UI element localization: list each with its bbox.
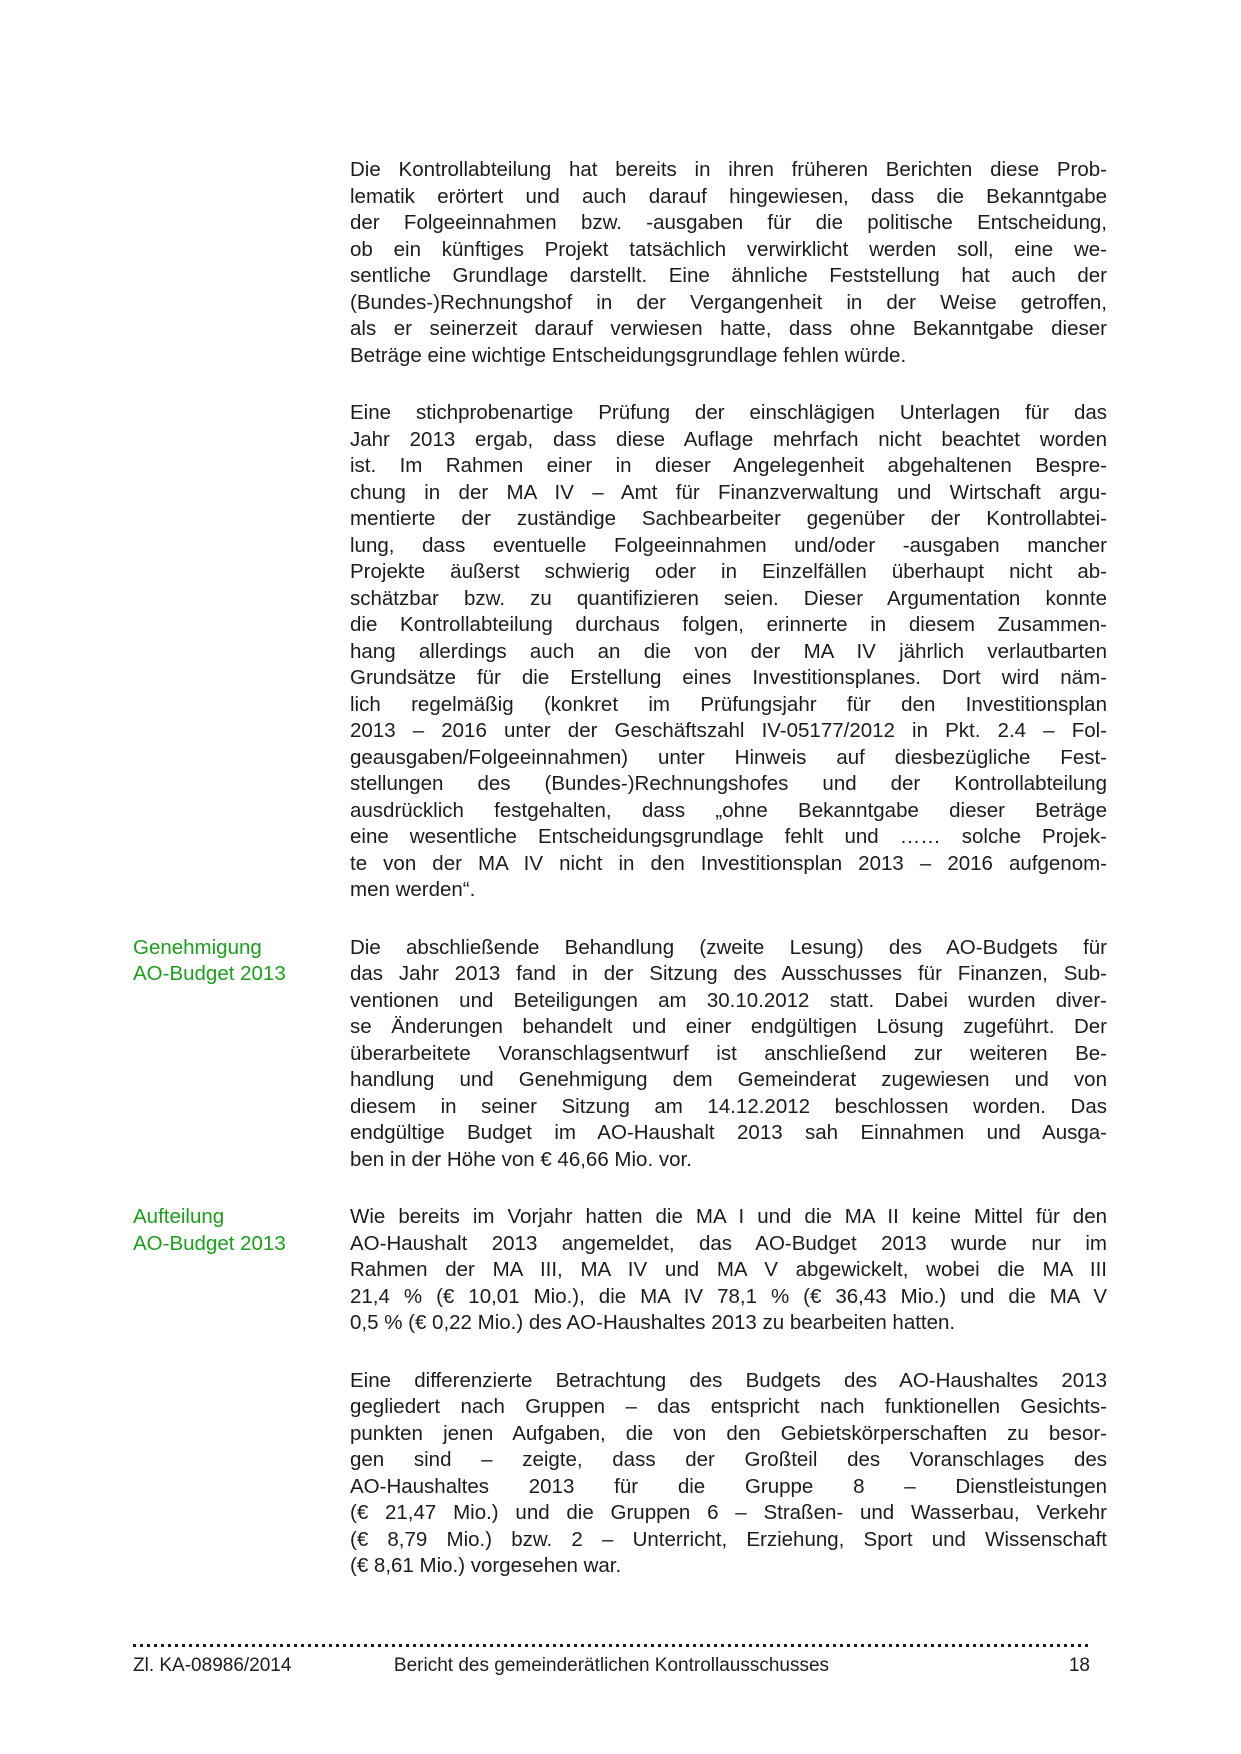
paragraph-line: (€ 8,79 Mio.) bzw. 2 – Unterricht, Erziehung, Sport und Wissenschaft (350, 1527, 1107, 1551)
paragraph-line: die Kontrollabteilung durchaus folgen, erinnerte in diesem Zusammen- (350, 613, 1107, 636)
margin-label-line: Genehmigung (133, 935, 262, 959)
footer-dotted-line (133, 1644, 1090, 1647)
paragraph-line: ventionen und Beteiligungen am 30.10.2012 statt. Dabei wurden diver- (350, 988, 1107, 1012)
paragraph-line: gen sind – zeigte, dass der Großteil des Voranschlages des (350, 1448, 1107, 1471)
paragraph-line: als er seinerzeit darauf verwiesen hatte, dass ohne Bekanntgabe dieser (350, 317, 1107, 340)
paragraph-line: men werden“. (350, 878, 476, 901)
paragraph-line: der Folgeeinnahmen bzw. -ausgaben für die politische Entscheidung, (350, 211, 1107, 234)
paragraph-line: Rahmen der MA III, MA IV und MA V abgewickelt, wobei die MA III (350, 1258, 1107, 1281)
paragraph-line: Wie bereits im Vorjahr hatten die MA I und die MA II keine Mittel für den (350, 1205, 1107, 1228)
paragraph-line: ist. Im Rahmen einer in dieser Angelegenheit abgehaltenen Bespre- (350, 454, 1107, 477)
paragraph (350, 935, 1107, 1174)
margin-label (133, 400, 350, 904)
paragraph-line: ben in der Höhe von € 46,66 Mio. vor. (350, 1147, 692, 1171)
paragraph-line: (€ 21,47 Mio.) und die Gruppen 6 – Straßen- und Wasserbau, Verkehr (350, 1501, 1107, 1524)
paragraph-line: eine wesentliche Entscheidungsgrundlage fehlt und …… solche Projek- (350, 825, 1107, 848)
paragraph-line: AO-Haushalt 2013 angemeldet, das AO-Budget 2013 wurde nur im (350, 1231, 1107, 1255)
footer-doc-number: Zl. KA-08986/2014 (133, 1655, 292, 1676)
paragraph-line: lung, dass eventuelle Folgeeinnahmen und/oder -ausgaben mancher (350, 533, 1107, 557)
paragraph-line: AO-Haushaltes 2013 für die Gruppe 8 – Dienstleistungen (350, 1474, 1107, 1498)
paragraph-line: lematik erörtert und auch darauf hingewiesen, dass die Bekanntgabe (350, 184, 1107, 208)
paragraph-line: Eine stichprobenartige Prüfung der einschlägigen Unterlagen für das (350, 401, 1107, 424)
paragraph-line: se Änderungen behandelt und einer endgültigen Lösung zugeführt. Der (350, 1015, 1107, 1038)
paragraph-line: diesem in seiner Sitzung am 14.12.2012 beschlossen worden. Das (350, 1094, 1107, 1118)
paragraph-line: überarbeitete Voranschlagsentwurf ist anschließend zur weiteren Be- (350, 1041, 1107, 1065)
paragraph-line: Eine differenzierte Betrachtung des Budgets des AO-Haushaltes 2013 (350, 1368, 1107, 1392)
paragraph-line: Jahr 2013 ergab, dass diese Auflage mehrfach nicht beachtet worden (350, 427, 1107, 451)
paragraph-line: ausdrücklich festgehalten, dass „ohne Bekanntgabe dieser Beträge (350, 798, 1107, 822)
paragraph-line: chung in der MA IV – Amt für Finanzverwaltung und Wirtschaft argu- (350, 480, 1107, 504)
margin-label (133, 1204, 350, 1337)
paragraph-line: te von der MA IV nicht in den Investitionsplan 2013 – 2016 aufgenom- (350, 851, 1107, 875)
footer-row (133, 1655, 1090, 1677)
paragraph-line: lich regelmäßig (konkret im Prüfungsjahr für den Investitionsplan (350, 692, 1107, 716)
paragraph (350, 157, 1107, 369)
paragraph-line: 21,4 % (€ 10,01 Mio.), die MA IV 78,1 % (€ 36,43 Mio.) und die MA V (350, 1284, 1107, 1308)
paragraph-line: schätzbar bzw. zu quantifizieren seien. Dieser Argumentation konnte (350, 586, 1107, 610)
paragraph-line: das Jahr 2013 fand in der Sitzung des Ausschusses für Finanzen, Sub- (350, 962, 1107, 985)
paragraph-line: handlung und Genehmigung dem Gemeinderat zugewiesen und von (350, 1068, 1107, 1091)
paragraph-line: endgültige Budget im AO-Haushalt 2013 sah Einnahmen und Ausga- (350, 1121, 1107, 1144)
paragraph-line: (€ 8,61 Mio.) vorgesehen war. (350, 1554, 622, 1577)
paragraph-line: 0,5 % (€ 0,22 Mio.) des AO-Haushaltes 2013 zu bearbeiten hatten. (350, 1311, 956, 1334)
paragraph-line: (Bundes-)Rechnungshof in der Vergangenheit in der Weise getroffen, (350, 290, 1107, 314)
paragraph (350, 400, 1107, 904)
paragraph-line: Die Kontrollabteilung hat bereits in ihren früheren Berichten diese Prob- (350, 158, 1107, 181)
footer-report-title: Bericht des gemeinderätlichen Kontrollausschusses (393, 1655, 830, 1676)
page-footer (133, 1644, 1090, 1677)
footer-page-number: 18 (1068, 1655, 1090, 1676)
section-row (133, 935, 1107, 1174)
paragraph-line: Projekte äußerst schwierig oder in Einzelfällen überhaupt nicht ab- (350, 560, 1107, 583)
paragraph-line: 2013 – 2016 unter der Geschäftszahl IV-05177/2012 in Pkt. 2.4 – Fol- (350, 719, 1107, 742)
margin-label (133, 157, 350, 369)
section-row (133, 1204, 1107, 1337)
section-row (133, 1368, 1107, 1580)
paragraph-line: gegliedert nach Gruppen – das entspricht nach funktionellen Gesichts- (350, 1395, 1107, 1418)
paragraph (350, 1368, 1107, 1580)
margin-label (133, 935, 350, 1174)
paragraph-line: hang allerdings auch an die von der MA IV jährlich verlautbarten (350, 639, 1107, 663)
paragraph-line: Die abschließende Behandlung (zweite Lesung) des AO-Budgets für (350, 935, 1107, 959)
paragraph-line: stellungen des (Bundes-)Rechnungshofes und der Kontrollabteilung (350, 772, 1107, 795)
section-row (133, 400, 1107, 904)
margin-label-line: AO-Budget 2013 (133, 962, 286, 985)
paragraph (350, 1204, 1107, 1337)
paragraph-line: ob ein künftiges Projekt tatsächlich verwirklicht werden soll, eine we- (350, 237, 1107, 261)
margin-label (133, 1368, 350, 1580)
paragraph-line: sentliche Grundlage darstellt. Eine ähnliche Feststellung hat auch der (350, 264, 1107, 287)
margin-label-line: Aufteilung (133, 1205, 225, 1228)
paragraph-line: Beträge eine wichtige Entscheidungsgrundlage fehlen würde. (350, 343, 907, 367)
section-row (133, 157, 1107, 369)
paragraph-line: Grundsätze für die Erstellung eines Investitionsplanes. Dort wird näm- (350, 666, 1107, 689)
margin-label-line: AO-Budget 2013 (133, 1231, 286, 1255)
document-body (133, 157, 1107, 1611)
paragraph-line: geausgaben/Folgeeinnahmen) unter Hinweis auf diesbezügliche Fest- (350, 745, 1107, 769)
paragraph-line: mentierte der zuständige Sachbearbeiter gegenüber der Kontrollabtei- (350, 507, 1107, 530)
paragraph-line: punkten jenen Aufgaben, die von den Gebietskörperschaften zu besor- (350, 1421, 1107, 1445)
